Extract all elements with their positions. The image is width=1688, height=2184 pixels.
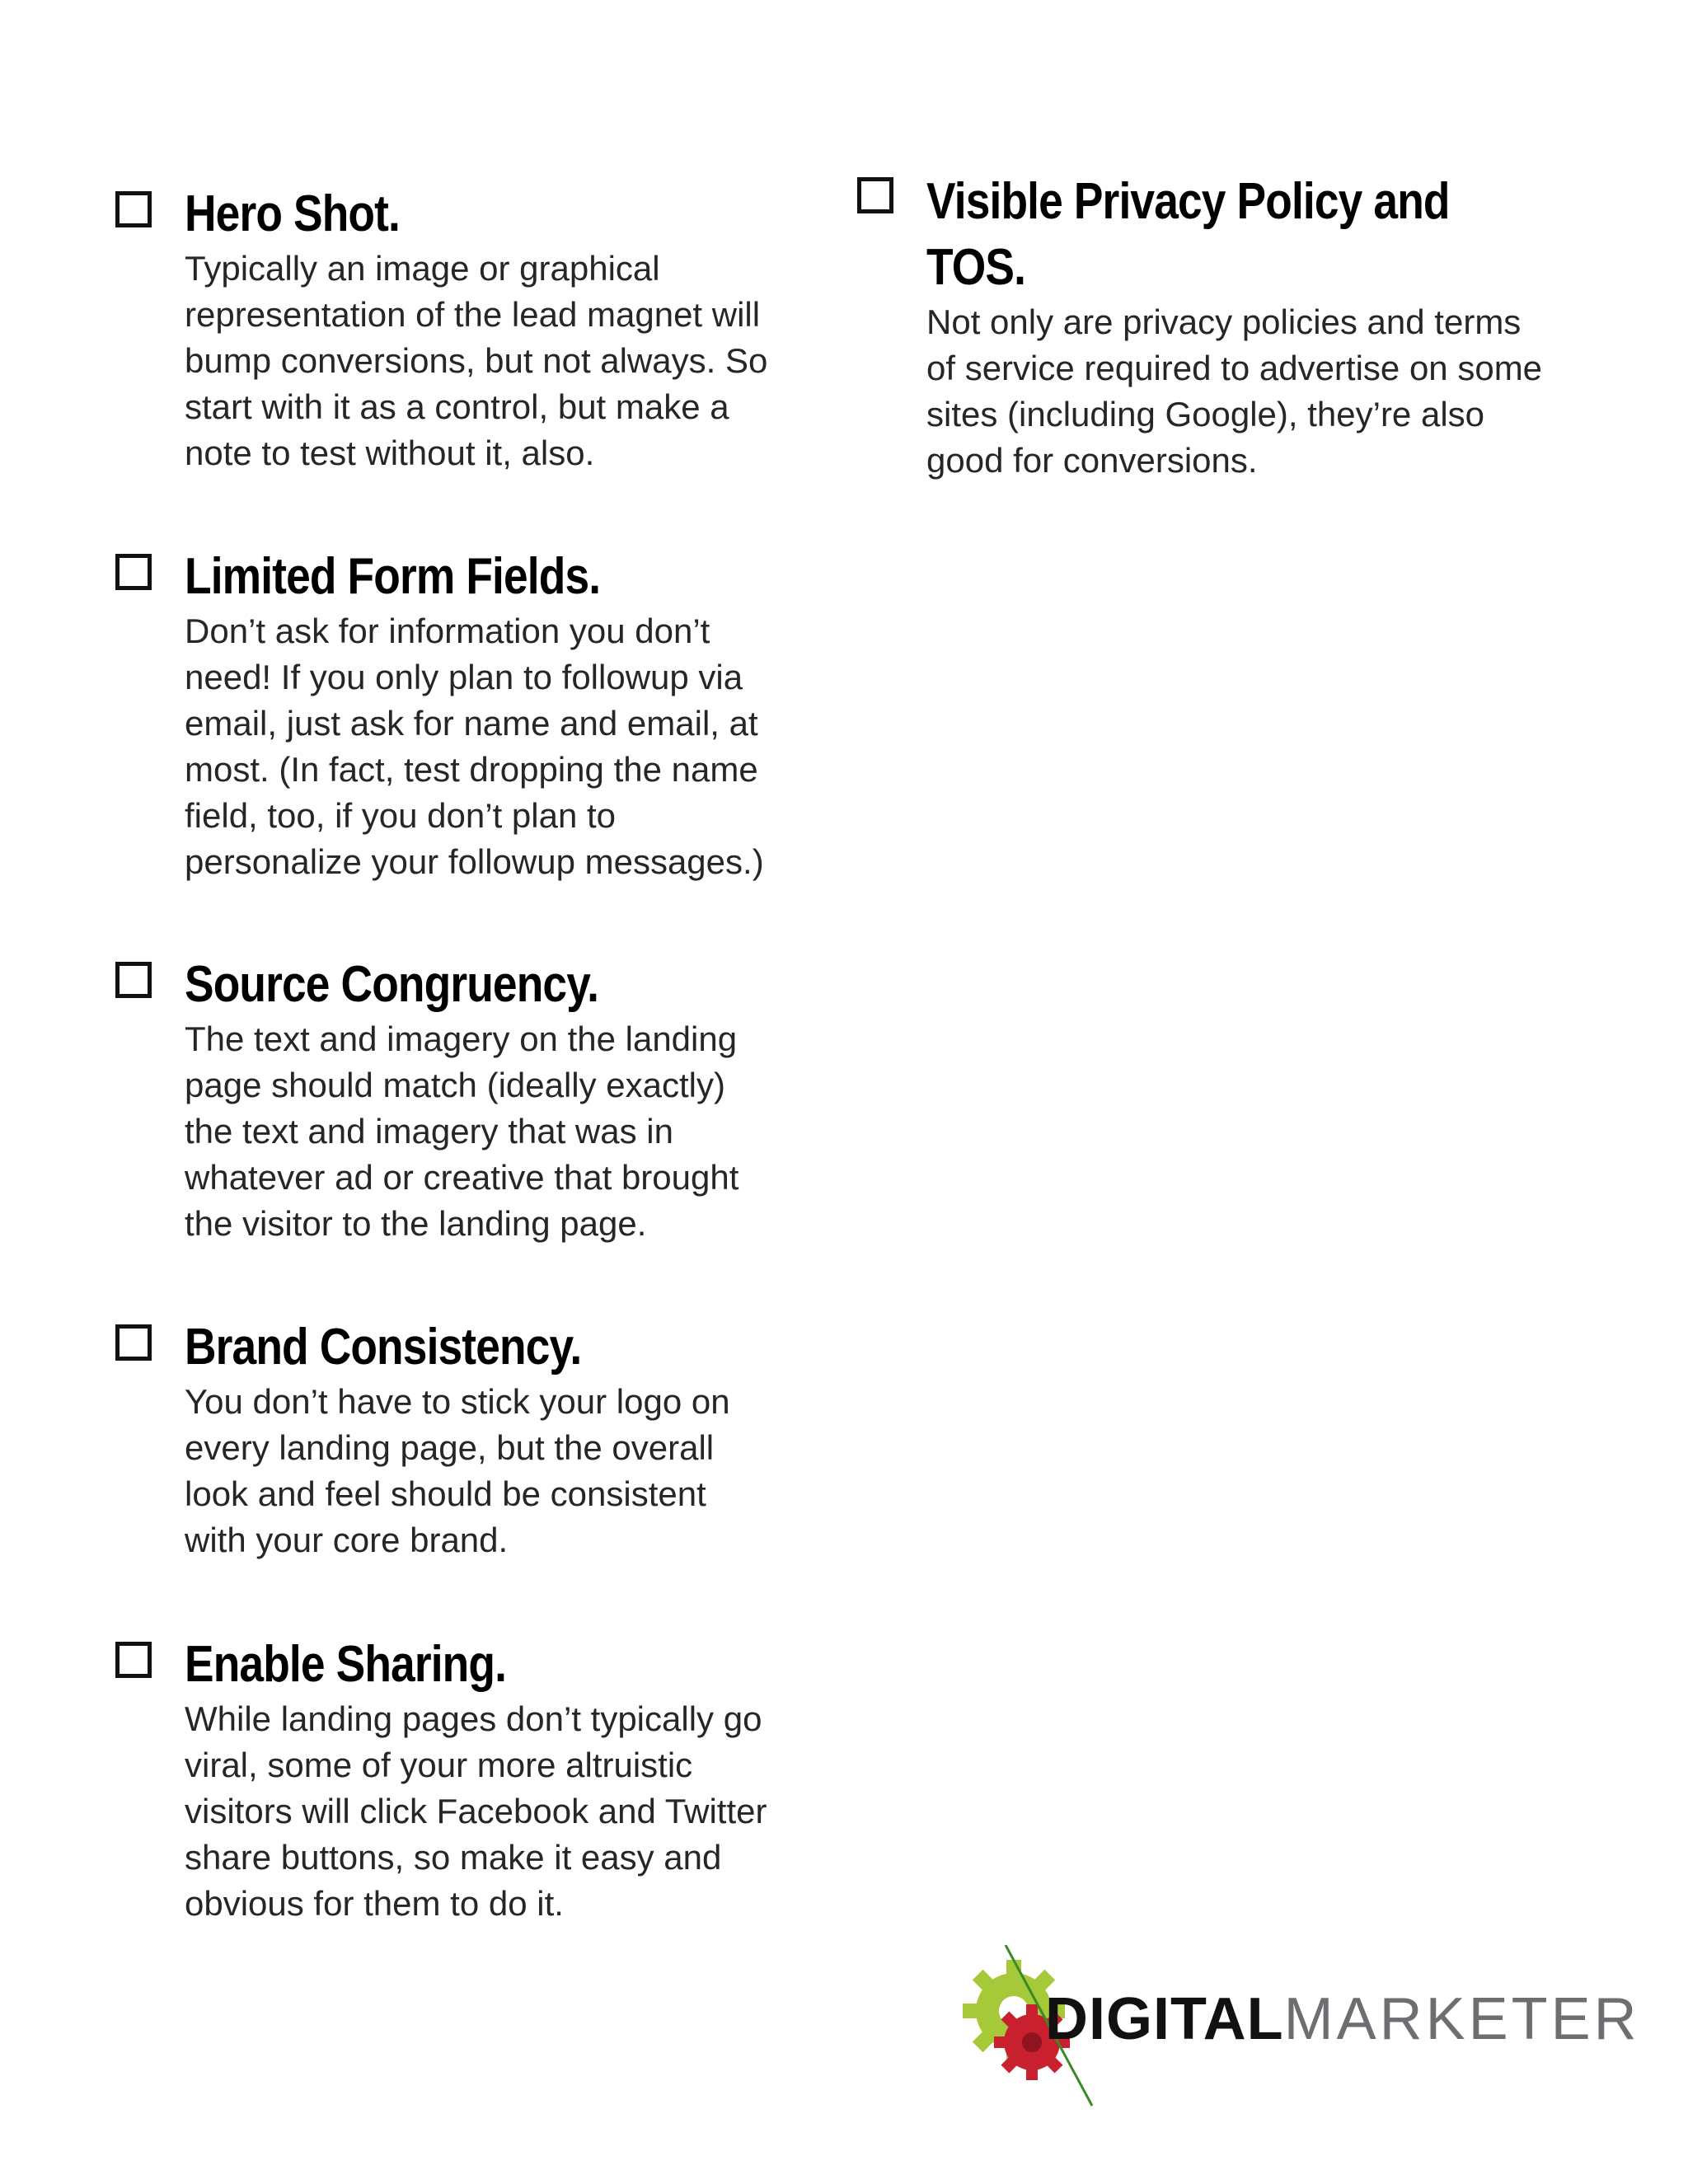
item-description: While landing pages don’t typically go viral, some of your more altruistic visitors will click Facebook and Twitter share buttons, so make it easy and obvious for them to do it. xyxy=(185,1699,767,1923)
checkbox[interactable] xyxy=(115,191,152,227)
item-description: You don’t have to stick your logo on every landing page, but the overall look and feel should be consistent with your core brand. xyxy=(185,1382,730,1559)
checkbox[interactable] xyxy=(857,177,893,213)
digital-marketer-logo xyxy=(956,1945,1640,2110)
item-title: Limited Form Fields. xyxy=(185,548,601,605)
checkbox[interactable] xyxy=(115,554,152,590)
item-title: Brand Consistency. xyxy=(185,1319,582,1376)
item-title: Enable Sharing. xyxy=(185,1636,507,1693)
logo-wordmark xyxy=(1045,1986,1640,2052)
logo-word-marketer: MARKETER xyxy=(1283,1986,1640,2052)
item-title: Visible Privacy Policy and TOS. xyxy=(926,173,1450,296)
item-title: Hero Shot. xyxy=(185,185,400,242)
checkbox[interactable] xyxy=(115,1324,152,1361)
item-description: The text and imagery on the landing page should match (ideally exactly) the text and imagery that was in whatever ad or creative that brought the visitor to the landing page. xyxy=(185,1019,739,1243)
item-description: Don’t ask for information you don’t need! If you only plan to followup via email, just ask for name and email, at most. (In fact, test dropping the name field, too, if you don’t plan to personalize your followup messages.) xyxy=(185,612,764,881)
checkbox[interactable] xyxy=(115,1642,152,1678)
checkbox[interactable] xyxy=(115,962,152,998)
item-description: Not only are privacy policies and terms of service required to advertise on some sites (including Google), they’re also good for conversions. xyxy=(926,302,1543,480)
item-title: Source Congruency. xyxy=(185,956,599,1013)
logo-word-digital: DIGITAL xyxy=(1045,1986,1284,2052)
item-description: Typically an image or graphical representation of the lead magnet will bump conversions, but not always. So start with it as a control, but make a note to test without it, also. xyxy=(185,249,768,472)
